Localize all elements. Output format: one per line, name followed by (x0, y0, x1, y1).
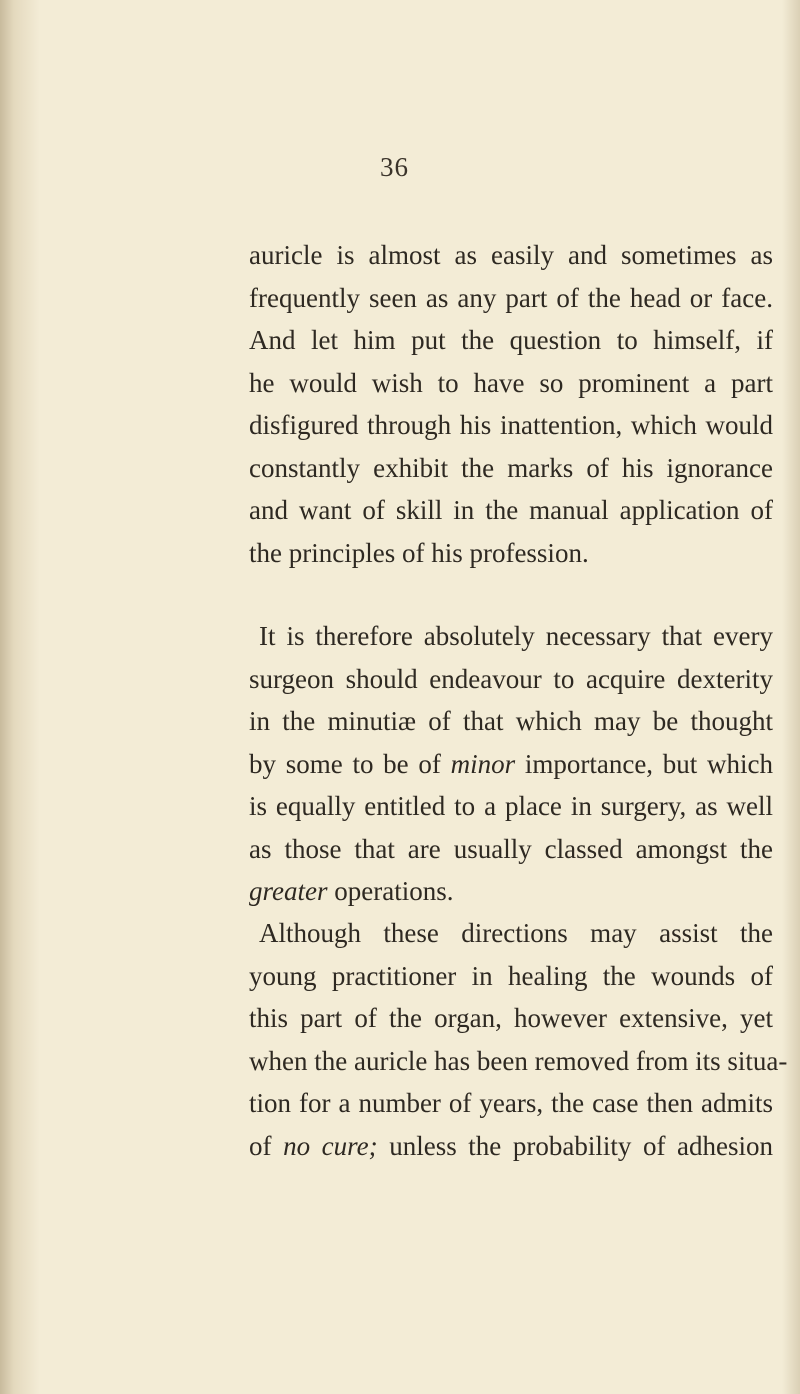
text-line: It is therefore absolutely necessary that every (259, 621, 773, 651)
text-line: is equally entitled to a place in surgery, as well (249, 791, 773, 821)
italic-run: no cure; (283, 1130, 378, 1161)
paragraph-3 (249, 912, 788, 1167)
text-line: disfigured through his inattention, which would (249, 410, 773, 440)
text-run: importance, but which (515, 748, 773, 779)
text-line: he would wish to have so prominent a part (249, 367, 773, 398)
text-run: by some to be of (249, 748, 451, 779)
text-line: in the minutiæ of that which may be thought (249, 706, 773, 736)
paragraph-2 (249, 615, 773, 913)
text-line-mixed (249, 870, 773, 913)
italic-run: minor (450, 748, 516, 779)
text-line: young practitioner in healing the wounds of (249, 960, 773, 991)
text-line-mixed (249, 1125, 773, 1168)
text-line-mixed (249, 743, 773, 786)
text-run: operations. (327, 876, 454, 906)
text-line: constantly exhibit the marks of his ignorance (249, 452, 773, 483)
text-line: and want of skill in the manual application of (249, 495, 773, 525)
text-line: the principles of his profession. (249, 537, 589, 568)
text-line: auricle is almost as easily and sometimes as (249, 240, 773, 270)
text-line: Although these directions may assist the (259, 918, 773, 948)
paragraph-1 (249, 234, 773, 574)
text-line: And let him put the question to himself, if (249, 325, 773, 355)
italic-run: greater (249, 876, 328, 906)
text-run: of (249, 1130, 284, 1161)
text-run: unless the probability of adhesion (377, 1130, 773, 1161)
text-line: this part of the organ, however extensive, yet (249, 1003, 773, 1033)
text-line: surgeon should endeavour to acquire dexterity (249, 663, 773, 694)
text-line: tion for a number of years, the case then admits (249, 1088, 773, 1118)
page-number: 36 (380, 152, 409, 182)
text-line: as those that are usually classed amongst the (249, 833, 773, 864)
text-line: when the auricle has been removed from its situa- (249, 1045, 788, 1076)
text-line: frequently seen as any part of the head or face. (249, 282, 773, 313)
